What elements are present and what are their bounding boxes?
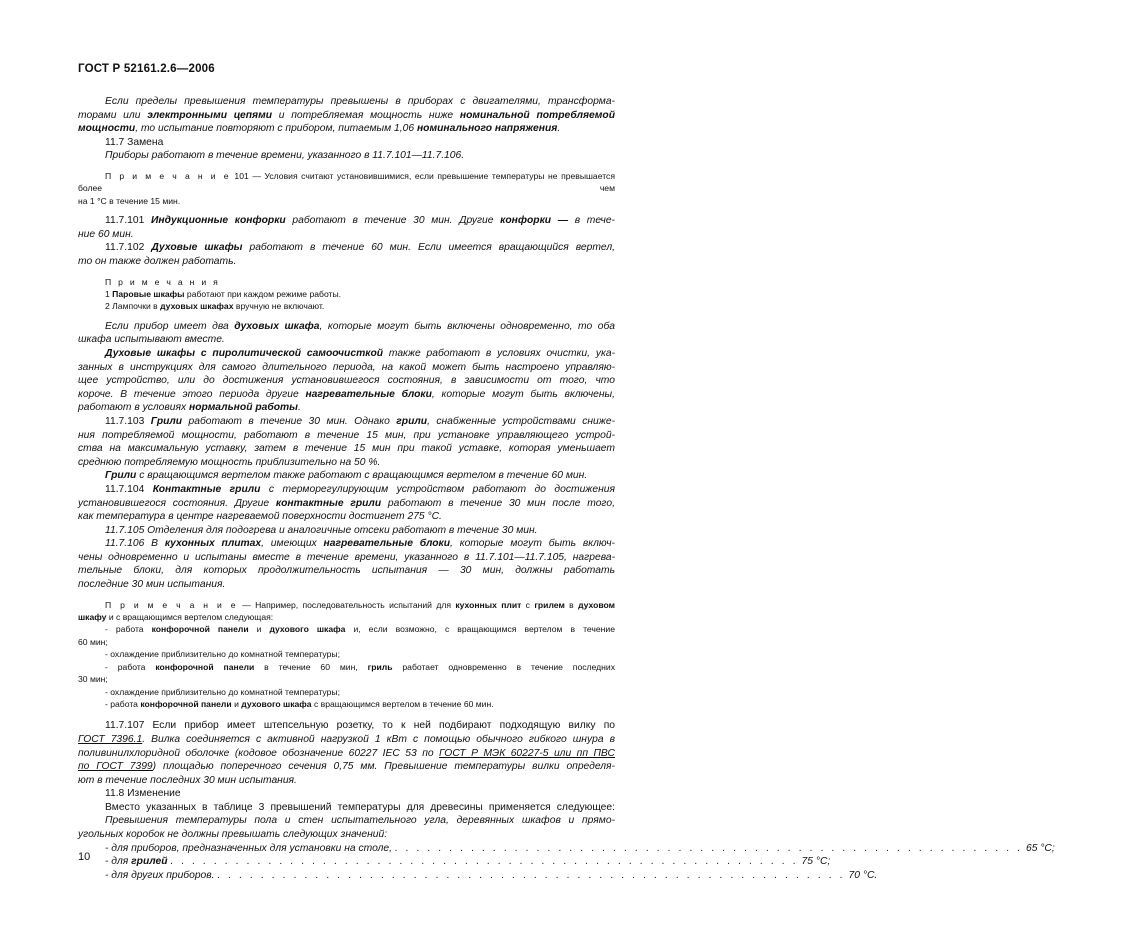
limit-row: - для других приборов. . . . . . . . . . . . . . . . . . . . . . . . . . . . . . . . . . . . . . . . . . . . . . . . . . . . . . . . . . . 70 °C. (105, 869, 878, 881)
list-item-continuation: 60 мин; (78, 636, 108, 647)
paragraph-line: поливинилхлоридной оболочке (кодовое обозначение 60227 IEC 53 по ГОСТ Р МЭК 60227-5 или пп ПВС (78, 747, 615, 759)
page-content (78, 95, 1055, 882)
paragraph-line: занных в инструкциях для самого длительного периода, на какой может быть настроено управляю- (78, 361, 615, 373)
list-item: - охлаждение приблизительно до комнатной температуры; (105, 649, 340, 660)
paragraph-line: среднюю потребляемую мощность приблизительно на 50 %. (78, 456, 381, 468)
list-item: - работа конфорочной панели в течение 60 мин, гриль работает одновременно в течение последних (105, 661, 615, 672)
paragraph-line: установившегося состояния. Другие контактные грили работают в течение 30 мин после того, (78, 497, 615, 509)
list-item-continuation: 30 мин; (78, 674, 108, 685)
paragraph-line: угольных коробок не должны превышать следующих значений: (78, 829, 388, 841)
notes-heading: П р и м е ч а н и я (105, 276, 221, 287)
paragraph-line: 11.7.104 Контактные грили с терморегулирующим устройством работают до достижения (105, 483, 616, 495)
paragraph-line: тельные блоки, для которых продолжительность испытания — 30 мин, должны работать (78, 565, 615, 577)
paragraph-line: 11.7.107 Если прибор имеет штепсельную розетку, то к ней подбирают подходящую вилку по (105, 720, 615, 732)
note-line: П р и м е ч а н и е — Например, последовательность испытаний для кухонных плит с грилем в духовом (105, 599, 615, 610)
paragraph-line: ния потребляемой мощности, работают в течение 15 мин, при установке управляющего устрой- (78, 429, 615, 441)
note-line: 1 Паровые шкафы работают при каждом режиме работы. (105, 288, 342, 299)
paragraph-line: щее устройство, или до достижения установившегося состояния, в зависимости от того, что (78, 375, 615, 387)
paragraph-line: то он также должен работать. (78, 255, 237, 267)
paragraph-line: Если прибор имеет два духовых шкафа, которые могут быть включены одновременно, то оба (105, 320, 615, 332)
paragraph-line: Грили с вращающимся вертелом также работают с вращающимся вертелом в течение 60 мин. (105, 470, 588, 482)
note-line: на 1 °С в течение 15 мин. (78, 195, 181, 206)
paragraph-line: короче. В течение этого периода другие нагревательные блоки, которые могут быть включены, (78, 388, 615, 400)
paragraph-line: ние 60 мин. (78, 228, 134, 240)
paragraph-line: как температура в центре нагреваемой поверхности достигнет 275 °С. (78, 511, 442, 523)
section-heading: 11.8 Изменение (105, 788, 181, 800)
paragraph-line: чены одновременно и испытаны вместе в течение времени, указанного в 11.7.101—11.7.105, нагрева- (78, 551, 615, 563)
paragraph-line: Превышения температуры пола и стен испытательного угла, деревянных шкафов и прямо- (105, 815, 615, 827)
note-line: шкафу и с вращающимся вертелом следующая: (78, 612, 274, 623)
paragraph-line: 11.7.105 Отделения для подогрева и аналогичные отсеки работают в течение 30 мин. (105, 524, 538, 536)
standard-reference-link[interactable]: ГОСТ 7396.1 (78, 733, 143, 745)
paragraph-line: ют в течение последних 30 мин испытания. (78, 774, 297, 786)
list-item: - работа конфорочной панели и духового шкафа с вращающимся вертелом в течение 60 мин. (105, 698, 494, 709)
paragraph-line: Приборы работают в течение времени, указанного в 11.7.101—11.7.106. (105, 150, 465, 162)
list-item: - охлаждение приблизительно до комнатной температуры; (105, 686, 340, 697)
standard-reference-link[interactable]: по ГОСТ 7399 (78, 761, 153, 773)
paragraph-line: ГОСТ 7396.1. Вилка соединяется с активной нагрузкой 1 кВт с помощью обычного гибкого шнура в (78, 733, 615, 745)
note-line: 2 Лампочки в духовых шкафах вручную не включают. (105, 301, 325, 312)
paragraph-line: 11.7.103 Грили работают в течение 30 мин. Однако грили, снабженные устройствами сниже- (105, 415, 615, 427)
paragraph-line: Если пределы превышения температуры превышены в приборах с двигателями, трансформа- (105, 96, 615, 107)
paragraph-line: работают в условиях нормальной работы. (78, 402, 301, 414)
paragraph-line: последние 30 мин испытания. (78, 579, 226, 591)
paragraph-line: торами или электронными цепями и потребляемая мощность ниже номинальной потребляемой (78, 109, 615, 121)
paragraph-line: ства на максимальную уставку, затем в течение 15 мин при такой уставке, которая уменьшает (78, 443, 615, 455)
paragraph-line: Вместо указанных в таблице 3 превышений температуры для древесины применяется следующее: (105, 801, 615, 813)
page-number: 10 (78, 851, 91, 863)
standard-reference-link[interactable]: ГОСТ Р МЭК 60227-5 или пп ПВС (439, 747, 615, 759)
paragraph-line: по ГОСТ 7399) площадью поперечного сечения 0,75 мм. Превышение температуры вилки определя- (78, 761, 615, 773)
limit-row: - для грилей . . . . . . . . . . . . . . . . . . . . . . . . . . . . . . . . . . . . . . . . . . . . . . . . . . . . . . . . . . 75 °C; (105, 856, 831, 868)
paragraph-line: Духовые шкафы с пиролитической самоочисткой также работают в условиях очистки, ука- (105, 347, 615, 359)
list-item: - работа конфорочной панели и духового шкафа и, если возможно, с вращающимся вертелом в течение (105, 624, 615, 635)
note-line: П р и м е ч а н и е 101 — Условия считают установившимися, если превышение температуры не превышается более чем (78, 170, 615, 194)
limit-row: - для приборов, предназначенных для установки на столе, . . . . . . . . . . . . . . . . . . . . . . . . . . . . . . . . . . . . . . . . . . . . . . . . . . . . . . . . . . 65 °C; (105, 842, 1055, 854)
section-heading: 11.7 Замена (105, 136, 164, 148)
paragraph-line: 11.7.106 В кухонных плитах, имеющих нагревательные блоки, которые могут быть включ- (105, 538, 615, 550)
paragraph-line: шкафа испытывают вместе. (78, 334, 225, 346)
paragraph-line: 11.7.101 Индукционные конфорки работают в течение 30 мин. Другие конфорки — в тече- (105, 215, 615, 227)
document-header: ГОСТ Р 52161.2.6—2006 (78, 63, 215, 75)
paragraph-line: 11.7.102 Духовые шкафы работают в течение 60 мин. Если имеется вращающийся вертел, (105, 242, 615, 254)
paragraph-line: мощности, то испытание повторяют с прибором, питаемым 1,06 номинального напряжения. (78, 123, 561, 135)
